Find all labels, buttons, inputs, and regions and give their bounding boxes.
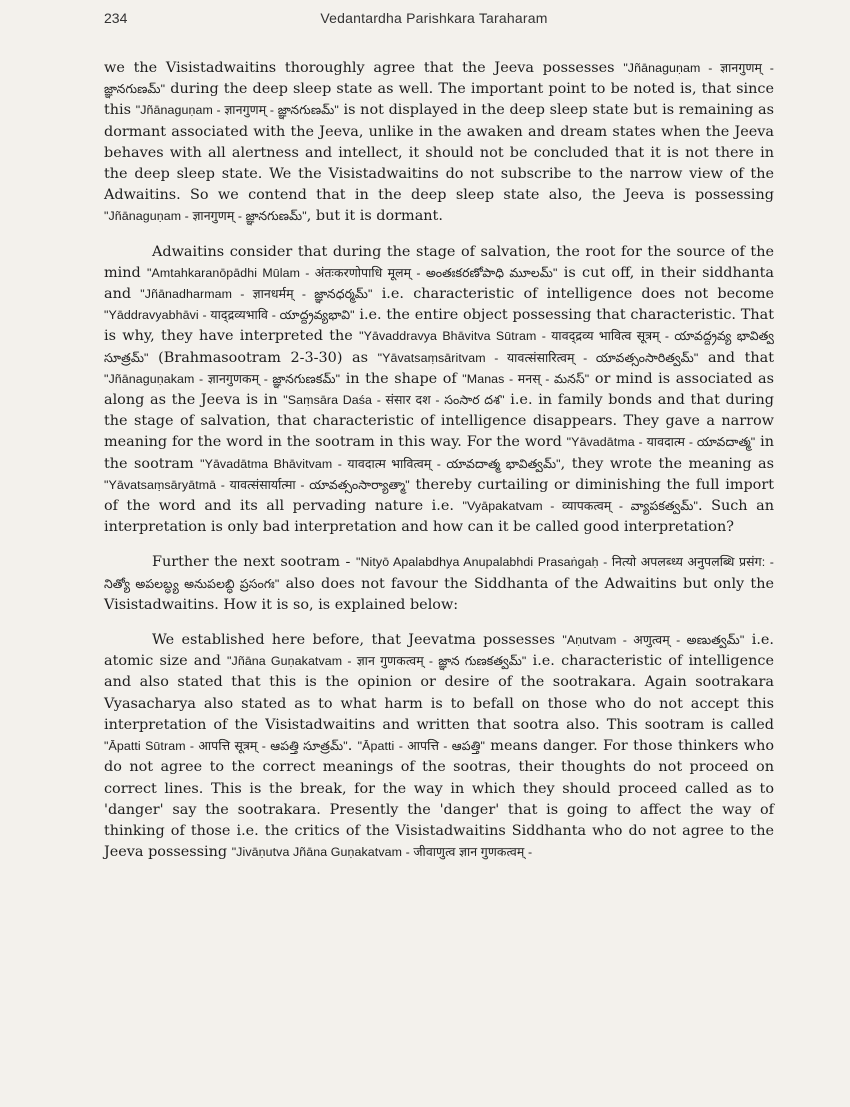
body-text — [104, 58, 774, 877]
text-run: is cut off, in their siddhanta and — [104, 264, 774, 303]
text-run: Adwaitins consider that during the stage of salvation, the root for the source of the mind — [104, 243, 774, 281]
text-run: or mind is associated as along as the Jeeva is in — [104, 370, 774, 409]
term-citation: "Jñānaguṇam - ज्ञानगुणम् - జ్ఞానగుణమ్" — [135, 103, 339, 118]
term-citation: "Āpatti - आपत्ति - ఆపత్తి" — [357, 739, 485, 754]
paragraph — [104, 58, 774, 228]
paragraph — [104, 630, 774, 863]
running-title: Vedantardha Parishkara Taraharam — [320, 10, 548, 26]
term-citation: "Amtahkaranōpādhi Mūlam - अंतःकरणोपाधि मूलम् - అంతఃకరణోపాధి మూలమ్" — [147, 265, 558, 280]
text-run: in the shape of — [340, 370, 463, 387]
text-run: we the Visistadwaitins thoroughly agree that the Jeeva possesses — [104, 60, 624, 76]
paragraph — [104, 242, 774, 539]
term-citation: "Saṃsāra Daśa - संसार दश - సంసార దశ" — [283, 393, 505, 408]
text-run: means danger. For those thinkers who do not agree to the correct meanings of the sootras, their thoughts do not proceed on correct lines. This is the break, for the way in which they should proceed called as to 'danger' say the sootrakara. Presently the 'danger' that is going to affect the way of thinking of those i.e. the critics of the Visistadwaitins Siddhanta who do not agree to the Jeeva possessing — [104, 738, 774, 861]
term-citation: "Yāvatsaṃsāryātmā - यावत्संसार्यात्मा - యావత్సంసార్యాత్మా" — [104, 477, 410, 492]
term-citation: "Yāvatsaṃsāritvam - यावत्संसारित्वम् - యావత్సంసారిత్వమ్" — [377, 350, 699, 365]
text-run: i.e. atomic size and — [104, 632, 774, 670]
term-citation: "Yāddravyabhāvi - याद्द्रव्यभावि - యాద్ద్రవ్యభావి" — [104, 308, 355, 323]
text-run: i.e. characteristic of intelligence does not become — [372, 286, 774, 303]
text-run: We established here before, that Jeevatma possesses — [152, 632, 563, 649]
text-run: thereby curtailing or diminishing the full import of the word and its all pervading nature i.e. — [104, 476, 774, 515]
text-run: (Brahmasootram 2-3-30) as — [148, 349, 378, 366]
page-number: 234 — [104, 10, 128, 26]
paragraph — [104, 552, 774, 616]
term-citation: "Manas - मनस् - మనస్" — [462, 371, 590, 386]
term-citation: "Yāvadātma - यावदात्म - యావదాత్మ" — [566, 435, 756, 450]
term-citation: "Aṇutvam - अणुत्वम् - అణుత్వమ్" — [562, 633, 745, 648]
term-citation: "Nityō Apalabdhya Anupalabhdi Prasaṅgaḥ - नित्यो अपलब्ध्य अनुपलब्धि प्रसंग: - నిత్యో అపలబ్ధ్య అనుపలబ్ధి ప్రసంగః" — [104, 555, 774, 591]
term-citation: "Jñānadharmam - ज्ञानधर्मम् - జ్ఞానధర్మమ్" — [140, 287, 373, 302]
text-run: and that — [698, 349, 775, 366]
term-citation: "Āpatti Sūtram - आपत्ति सूत्रम् - ఆపత్తి సూత్రమ్" — [104, 739, 348, 754]
term-citation: "Jivāṇutva Jñāna Guṇakatvam - जीवाणुत्व ज्ञान गुणकत्वम् - — [231, 845, 533, 860]
term-citation: "Jñānaguṇakam - ज्ञानगुणकम् - జ్ఞానగుణకమ్" — [104, 371, 341, 386]
term-citation: "Jñānaguṇam - ज्ञानगुणम् - జ్ఞానగుణమ్" — [104, 61, 774, 97]
term-citation: "Jñānaguṇam - ज्ञानगुणम् - జ్ఞానగుణమ్" — [104, 209, 307, 224]
text-run: , but it is dormant. — [306, 208, 443, 225]
text-run: . Such an interpretation is only bad interpretation and how can it be called good interpretation? — [104, 498, 774, 536]
text-run: in the sootram — [104, 434, 775, 472]
text-run: Further the next sootram - — [152, 554, 356, 571]
term-citation: "Jñāna Guṇakatvam - ज्ञान गुणकत्वम् - జ్ఞాన గుణకత్వమ్" — [227, 654, 527, 669]
term-citation: "Yāvadātma Bhāvitvam - यावदात्म भावित्वम् - యావదాత్మ భావిత్వమ్" — [200, 456, 561, 471]
text-run: is not displayed in the deep sleep state but is remaining as dormant associated with the Jeeva, unlike in the awaken and dream states when the Jeeva behaves with all alertness and intellect, it should not be concluded that it is not there in the deep sleep state. We the Visistadwaitins do not subscribe to the narrow view of the Adwaitins. So we contend that in the deep sleep state also, the Jeeva is possessing — [104, 102, 774, 204]
text-run: during the deep sleep state as well. The important point to be noted is, that since this — [104, 81, 774, 119]
text-run: i.e. characteristic of intelligence and also stated that this is the opinion or desire of the sootrakara. Again sootrakara Vyasacharya also stated as to what harm is to befall on those who do not accept this interpretation of the Visistadwaitins and written that sootra also. This sootram is called — [104, 653, 774, 733]
text-run: i.e. the entire object possessing that characteristic. That is why, they have interpreted the — [104, 307, 774, 345]
text-run: , they wrote the meaning as — [560, 455, 774, 472]
term-citation: "Vyāpakatvam - व्यापकत्वम् - వ్యాపకత్వమ్" — [462, 499, 698, 514]
page-header — [104, 10, 764, 30]
text-run: i.e. in family bonds and that during the stage of salvation, that characteristic of intelligence disappears. They gave a narrow meaning for the word in the sootram in this way. For the word — [104, 392, 774, 451]
term-citation: "Yāvaddravya Bhāvitva Sūtram - यावद्द्रव्य भावित्व सूत्रम् - యావద్ద్రవ్య భావిత్వ సూత్రమ్" — [104, 329, 774, 365]
text-run: also does not favour the Siddhanta of the Adwaitins but only the Visistadwaitins. How it is so, is explained below: — [104, 575, 774, 613]
text-run: . — [347, 738, 358, 755]
